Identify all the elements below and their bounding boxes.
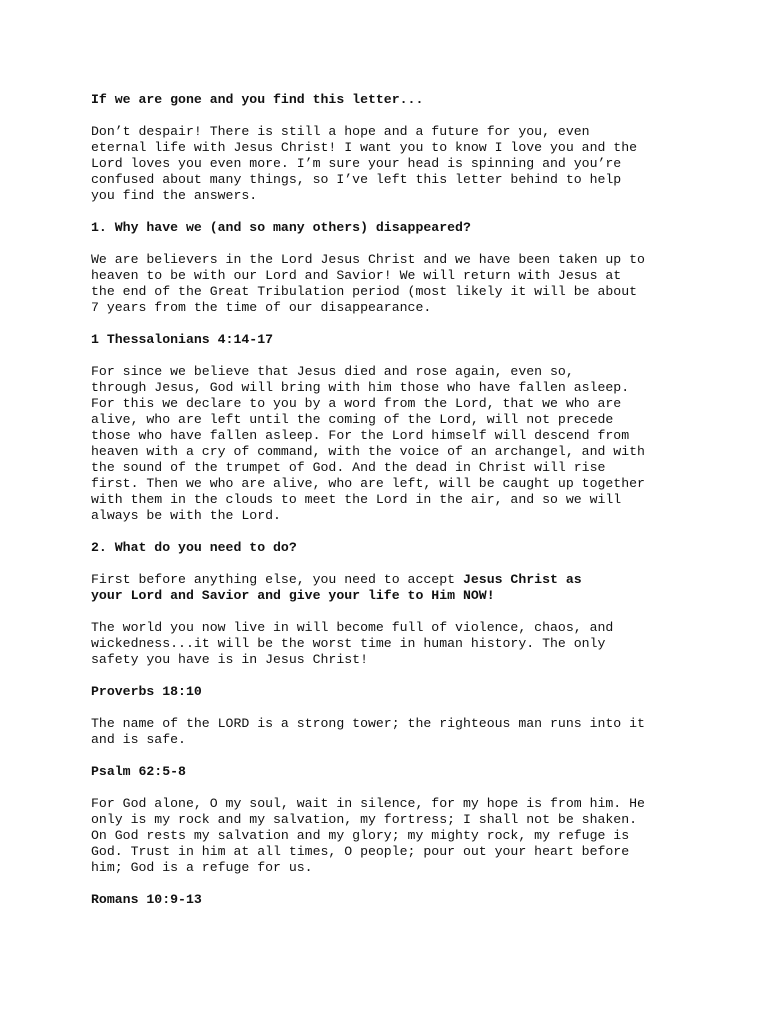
spacer [91,348,691,364]
intro-paragraph [91,124,691,204]
paragraph-line: confused about many things, so I’ve left this letter behind to help [91,172,622,187]
paragraph-line: eternal life with Jesus Christ! I want you to know I love you and the [91,140,638,155]
paragraph-line: always be with the Lord. [91,508,281,523]
scripture-reference-psalm: Psalm 62:5-8 [91,764,186,779]
paragraph-line: 7 years from the time of our disappearance. [91,300,432,315]
question-1-heading: 1. Why have we (and so many others) disappeared? [91,220,471,235]
paragraph-line: We are believers in the Lord Jesus Christ and we have been taken up to [91,252,645,267]
paragraph-line: through Jesus, God will bring with him those who have fallen asleep. [91,380,630,395]
paragraph-line: The world you now live in will become full of violence, chaos, and [91,620,614,635]
paragraph-line: those who have fallen asleep. For the Lord himself will descend from [91,428,630,443]
paragraph-line: For since we believe that Jesus died and rose again, even so, [91,364,574,379]
answer-emphasis: Jesus Christ as [462,572,582,587]
spacer [91,604,691,620]
paragraph-line [91,572,691,588]
paragraph-line: the sound of the trumpet of God. And the dead in Christ will rise [91,460,606,475]
spacer [91,236,691,252]
question-1-answer [91,252,691,316]
spacer [91,316,691,332]
scripture-text-psalm [91,796,691,876]
paragraph-line: The name of the LORD is a strong tower; the righteous man runs into it [91,716,645,731]
answer-emphasis: your Lord and Savior and give your life to Him NOW! [91,588,495,603]
paragraph-line: only is my rock and my salvation, my fortress; I shall not be shaken. [91,812,638,827]
paragraph-line: wickedness...it will be the worst time in human history. The only [91,636,606,651]
paragraph-line: heaven to be with our Lord and Savior! We will return with Jesus at [91,268,622,283]
paragraph-line: Don’t despair! There is still a hope and a future for you, even [91,124,590,139]
question-2-heading: 2. What do you need to do? [91,540,297,555]
scripture-text-thessalonians [91,364,691,524]
paragraph-line: you find the answers. [91,188,258,203]
paragraph-line: him; God is a refuge for us. [91,860,313,875]
paragraph-line: and is safe. [91,732,186,747]
paragraph-line: heaven with a cry of command, with the voice of an archangel, and with [91,444,645,459]
paragraph-line: On God rests my salvation and my glory; my mighty rock, my refuge is [91,828,630,843]
paragraph-line: first. Then we who are alive, who are left, will be caught up together [91,476,645,491]
spacer [91,748,691,764]
paragraph-line: For God alone, O my soul, wait in silence, for my hope is from him. He [91,796,645,811]
scripture-reference-thessalonians: 1 Thessalonians 4:14-17 [91,332,274,347]
spacer [91,204,691,220]
paragraph-line: alive, who are left until the coming of the Lord, will not precede [91,412,614,427]
world-warning-paragraph [91,620,691,668]
paragraph-line: safety you have is in Jesus Christ! [91,652,368,667]
question-2-answer [91,572,691,604]
paragraph-line: God. Trust in him at all times, O people; pour out your heart before [91,844,630,859]
spacer [91,108,691,124]
scripture-text-proverbs [91,716,691,748]
intro-heading: If we are gone and you find this letter... [91,92,424,107]
spacer [91,524,691,540]
paragraph-line: For this we declare to you by a word from the Lord, that we who are [91,396,622,411]
answer-text: First before anything else, you need to accept [91,572,463,587]
paragraph-line: with them in the clouds to meet the Lord in the air, and so we will [91,492,622,507]
paragraph-line: Lord loves you even more. I’m sure your head is spinning and you’re [91,156,622,171]
scripture-reference-romans: Romans 10:9-13 [91,892,202,907]
spacer [91,700,691,716]
letter-body [91,92,691,908]
spacer [91,780,691,796]
scripture-reference-proverbs: Proverbs 18:10 [91,684,202,699]
paragraph-line: the end of the Great Tribulation period (most likely it will be about [91,284,638,299]
spacer [91,556,691,572]
spacer [91,668,691,684]
spacer [91,876,691,892]
